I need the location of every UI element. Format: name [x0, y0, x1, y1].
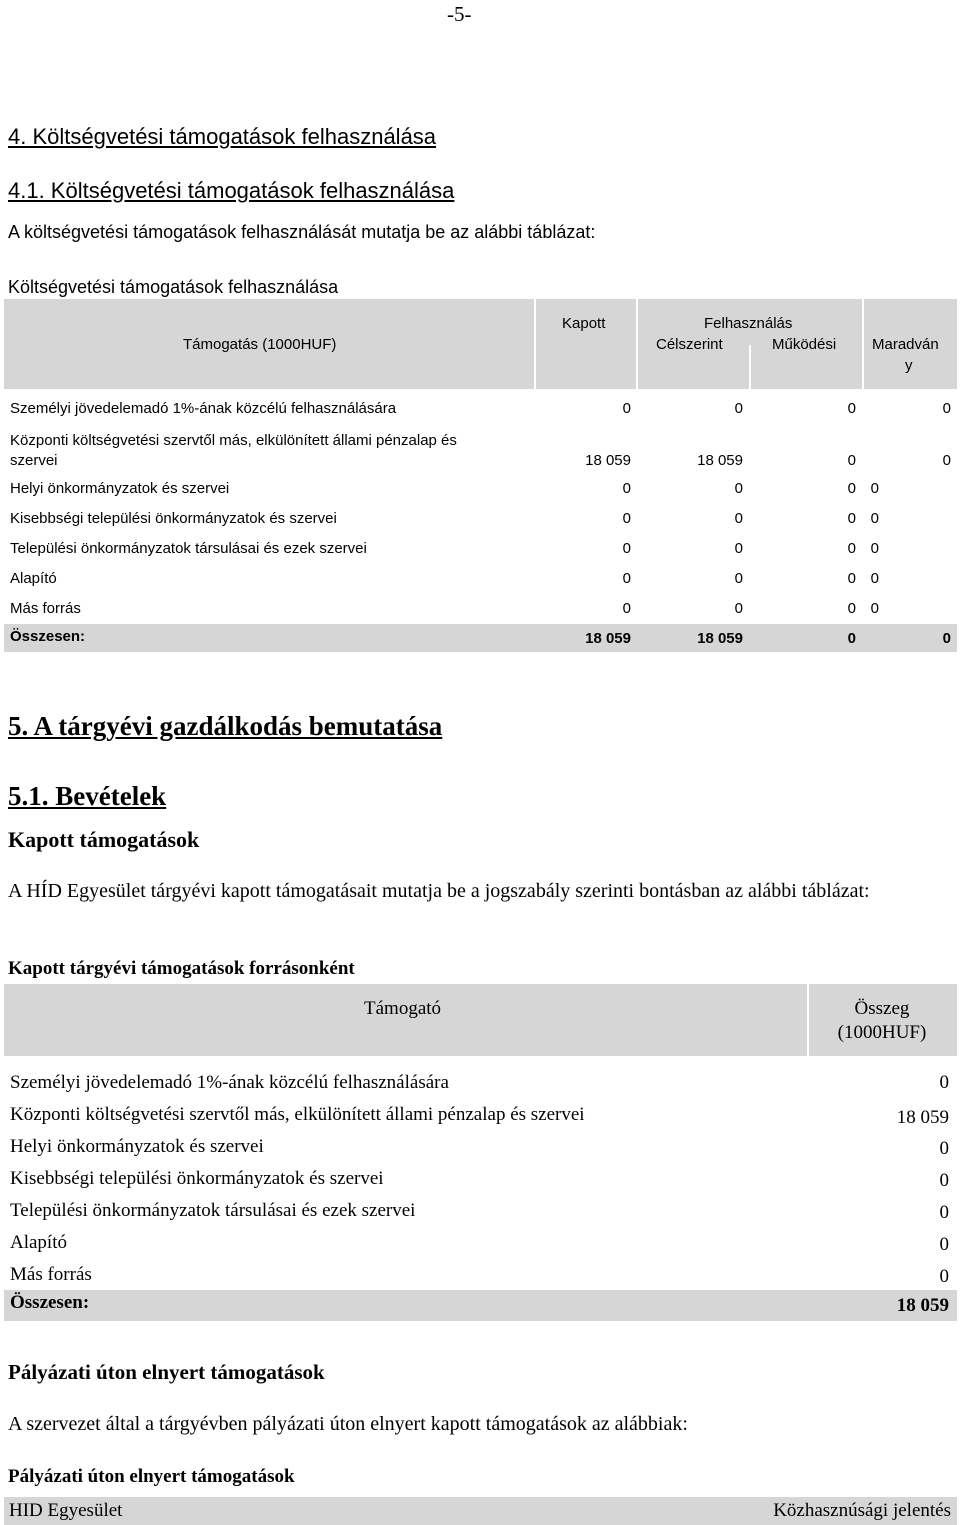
row-label: Helyi önkormányzatok és szervei — [10, 480, 230, 497]
total-label: Összesen: — [10, 628, 86, 645]
row-label: Kisebbségi települési önkormányzatok és szervei — [10, 1168, 384, 1189]
row-label: Más forrás — [10, 1264, 92, 1285]
total-label: Összesen: — [10, 1292, 90, 1313]
row-label: Kisebbségi települési önkormányzatok és szervei — [10, 510, 337, 527]
table-row — [4, 1068, 957, 1100]
section-4-intro: A költségvetési támogatások felhasználását mutatja be az alábbi táblázat: — [8, 222, 596, 242]
page-footer — [4, 1497, 957, 1525]
row-celszerint: 0 — [734, 540, 743, 557]
row-maradvany: 0 — [870, 570, 879, 587]
row-kapott: 0 — [622, 400, 631, 417]
table-total-row — [4, 624, 957, 652]
row-label: Alapító — [10, 570, 57, 587]
row-maradvany: 0 — [870, 600, 879, 617]
support-by-source-table — [4, 984, 957, 1321]
total-celszerint: 18 059 — [697, 630, 743, 647]
table-row — [4, 540, 957, 562]
total-maradvany: 0 — [942, 630, 951, 647]
footer-report-type: Közhasznúsági jelentés — [773, 1500, 951, 1521]
table-row — [4, 510, 957, 532]
section-5-heading: 5. A tárgyévi gazdálkodás bemutatása — [8, 711, 443, 741]
section-4-heading: 4. Költségvetési támogatások felhasználása — [8, 124, 437, 149]
row-value: 0 — [939, 1234, 949, 1255]
total-value: 18 059 — [896, 1295, 949, 1316]
table-row — [4, 1132, 957, 1164]
row-celszerint: 0 — [734, 400, 743, 417]
table-row — [4, 1228, 957, 1260]
row-celszerint: 18 059 — [697, 452, 743, 469]
row-maradvany: 0 — [942, 400, 951, 417]
row-value: 0 — [939, 1202, 949, 1223]
row-label: Központi költségvetési szervtől más, elkülönített állami pénzalap és — [10, 432, 457, 449]
row-kapott: 0 — [622, 600, 631, 617]
row-label: Központi költségvetési szervtől más, elkülönített állami pénzalap és szervei — [10, 1104, 585, 1125]
row-mukodesi: 0 — [847, 510, 856, 527]
header-osszeg: Összeg — [854, 998, 910, 1019]
header-osszeg-unit: (1000HUF) — [837, 1022, 927, 1043]
row-label: Helyi önkormányzatok és szervei — [10, 1136, 264, 1157]
row-value: 0 — [939, 1170, 949, 1191]
header-tamogato: Támogató — [364, 998, 442, 1019]
row-kapott: 18 059 — [585, 452, 631, 469]
section-5-1-heading: 5.1. Bevételek — [8, 781, 167, 811]
table-row — [4, 570, 957, 592]
kapott-paragraph: A HÍD Egyesület tárgyévi kapott támogatásait mutatja be a jogszabály szerinti bontásban az alábbi táblázat: — [8, 880, 870, 902]
row-value: 18 059 — [896, 1107, 949, 1128]
palyazati-table-title: Pályázati úton elnyert támogatások — [8, 1466, 295, 1487]
header-maradvany: Maradván — [872, 336, 939, 353]
row-mukodesi: 0 — [847, 400, 856, 417]
table-2-title: Kapott tárgyévi támogatások forrásonként — [8, 958, 355, 979]
row-mukodesi: 0 — [847, 540, 856, 557]
row-label: Más forrás — [10, 600, 81, 617]
table-row — [4, 1260, 957, 1292]
kapott-tamogatasok-heading: Kapott támogatások — [8, 827, 200, 852]
row-label: Települési önkormányzatok társulásai és ezek szervei — [10, 540, 367, 557]
row-celszerint: 0 — [734, 600, 743, 617]
section-4-1-heading: 4.1. Költségvetési támogatások felhasználása — [8, 178, 455, 203]
table-row — [4, 1100, 957, 1132]
table-header — [4, 299, 957, 389]
table-total-row — [4, 1290, 957, 1321]
table-row — [4, 400, 957, 422]
table-header — [4, 984, 957, 1056]
row-kapott: 0 — [622, 570, 631, 587]
row-value: 0 — [939, 1266, 949, 1287]
header-felhasznalas: Felhasználás — [704, 315, 793, 332]
row-maradvany: 0 — [870, 480, 879, 497]
row-mukodesi: 0 — [847, 480, 856, 497]
row-maradvany: 0 — [870, 510, 879, 527]
row-mukodesi: 0 — [847, 600, 856, 617]
row-kapott: 0 — [622, 510, 631, 527]
row-celszerint: 0 — [734, 480, 743, 497]
row-mukodesi: 0 — [847, 452, 856, 469]
total-kapott: 18 059 — [585, 630, 631, 647]
row-kapott: 0 — [622, 480, 631, 497]
row-celszerint: 0 — [734, 510, 743, 527]
header-mukodesi: Működési — [772, 336, 837, 353]
palyazati-heading: Pályázati úton elnyert támogatások — [8, 1360, 325, 1384]
total-mukodesi: 0 — [847, 630, 856, 647]
row-celszerint: 0 — [734, 570, 743, 587]
header-maradvany-cont: y — [905, 357, 913, 374]
row-maradvany: 0 — [870, 540, 879, 557]
row-label: Személyi jövedelemadó 1%-ának közcélú felhasználására — [10, 400, 397, 417]
row-value: 0 — [939, 1138, 949, 1159]
budget-support-table — [4, 299, 957, 652]
header-kapott: Kapott — [562, 315, 606, 332]
table-row — [4, 1196, 957, 1228]
row-label: Települési önkormányzatok társulásai és ezek szervei — [10, 1200, 416, 1221]
row-label: Alapító — [10, 1232, 67, 1253]
header-celszerint: Célszerint — [656, 336, 723, 353]
row-value: 0 — [939, 1072, 949, 1093]
footer-organization: HID Egyesület — [9, 1500, 123, 1521]
row-maradvany: 0 — [942, 452, 951, 469]
table-row — [4, 432, 957, 474]
header-tamogatas: Támogatás (1000HUF) — [183, 336, 337, 353]
row-label-cont: szervei — [10, 452, 58, 469]
page-number: -5- — [447, 2, 472, 26]
row-label: Személyi jövedelemadó 1%-ának közcélú felhasználására — [10, 1072, 449, 1093]
table-1-title: Költségvetési támogatások felhasználása — [8, 277, 339, 297]
table-row — [4, 600, 957, 622]
table-row — [4, 1164, 957, 1196]
row-mukodesi: 0 — [847, 570, 856, 587]
table-row — [4, 480, 957, 502]
row-kapott: 0 — [622, 540, 631, 557]
palyazati-paragraph: A szervezet által a tárgyévben pályázati úton elnyert kapott támogatások az alábbiak: — [8, 1413, 688, 1435]
